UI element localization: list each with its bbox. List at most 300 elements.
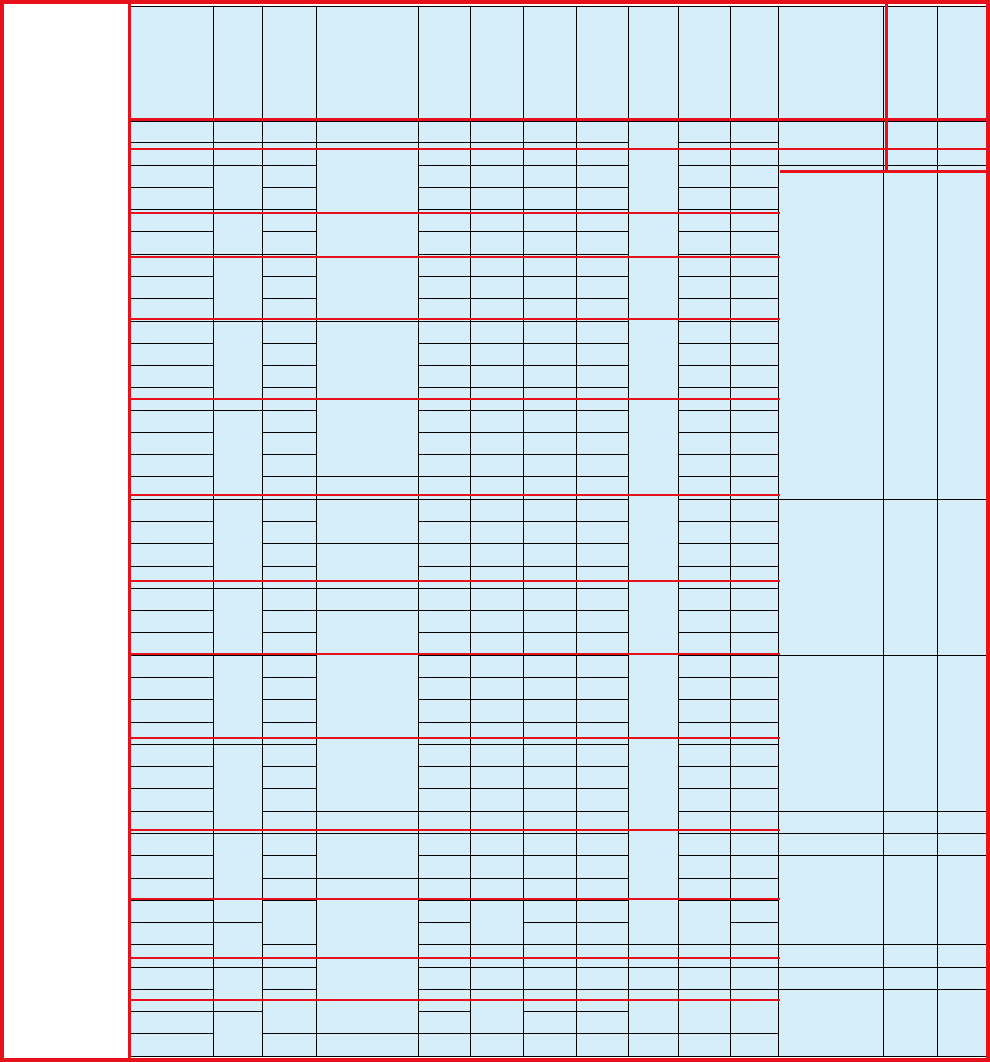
pcd-cell (730, 655, 778, 677)
model-cell (130, 566, 213, 588)
grid-line (730, 878, 778, 879)
grid-line (576, 142, 628, 143)
grid-line (316, 499, 418, 500)
d-merged-cell (213, 142, 262, 164)
h-cell (470, 120, 523, 142)
grid-line (262, 410, 316, 411)
pcd-cell (730, 833, 778, 855)
grid-line (470, 878, 523, 879)
grid-line (628, 944, 678, 945)
d1-merged-cell (883, 944, 937, 966)
model-cell (130, 521, 213, 543)
grid-line (130, 432, 213, 433)
grid-line (937, 499, 987, 500)
grid-line (730, 499, 778, 500)
grid-line (130, 476, 213, 477)
grid-line (418, 722, 470, 723)
grid-line (576, 1011, 628, 1012)
grid-line (523, 432, 576, 433)
grid-line (470, 855, 523, 856)
grid-line (418, 476, 470, 477)
grid-line (730, 387, 778, 388)
grid-line (130, 343, 213, 344)
grid-line (262, 543, 316, 544)
grid-line (523, 410, 576, 411)
grid-line (678, 231, 730, 232)
d-cell (262, 1033, 316, 1055)
grid-line (678, 677, 730, 678)
grid-line (262, 432, 316, 433)
grid-line (130, 833, 213, 834)
t-cell (523, 276, 576, 298)
grid-line (576, 476, 628, 477)
grid-line (213, 922, 262, 923)
grid-line (937, 967, 987, 968)
grid-line (937, 165, 987, 166)
grid-line (523, 365, 576, 366)
d-cell (262, 744, 316, 766)
grid-line (523, 165, 576, 166)
d-merged-cell (213, 744, 262, 833)
corner-label (0, 6, 130, 120)
dh-cell (678, 165, 730, 187)
grid-line (130, 588, 213, 589)
grid-line (778, 944, 883, 945)
grid-line (418, 632, 470, 633)
grid-line (678, 1033, 730, 1034)
d-cell (262, 766, 316, 788)
grid-line (678, 967, 730, 968)
grid-line (470, 632, 523, 633)
model-cell (130, 677, 213, 699)
t-cell (523, 878, 576, 900)
h-cell (470, 610, 523, 632)
d-merged-cell (213, 120, 262, 142)
tol-merged-cell (316, 499, 418, 544)
t-cell (523, 967, 576, 989)
grid-line (316, 1033, 418, 1034)
grid-line (576, 276, 628, 277)
d-cell (262, 454, 316, 476)
grid-line (418, 944, 470, 945)
grid-line (316, 588, 418, 589)
grid-line (576, 165, 628, 166)
dh-cell (678, 499, 730, 521)
dh-cell (678, 543, 730, 565)
grid-line (418, 499, 470, 500)
dh-cell (678, 276, 730, 298)
grid-line (418, 788, 470, 789)
model-cell (130, 454, 213, 476)
grid-line (470, 276, 523, 277)
t-cell (523, 944, 576, 966)
t-cell (523, 120, 576, 142)
b-cell (418, 231, 470, 253)
h-cell (470, 410, 523, 432)
t-cell (523, 321, 576, 343)
grid-line (130, 811, 213, 812)
dh-cell (678, 1033, 730, 1055)
grid-line (883, 855, 937, 856)
grid-line (262, 944, 316, 945)
grid-line (678, 833, 730, 834)
grid-line (678, 254, 730, 255)
model-cell (130, 365, 213, 387)
k-cell (576, 967, 628, 989)
grid-line (316, 878, 418, 879)
grid-line (523, 967, 576, 968)
pcd-cell (730, 610, 778, 632)
model-cell (130, 187, 213, 209)
grid-line (730, 432, 778, 433)
grid-line (470, 944, 523, 945)
d-cell (262, 588, 316, 610)
grid-line (418, 165, 470, 166)
grid-line (523, 566, 576, 567)
grid-line (262, 343, 316, 344)
grid-line (678, 343, 730, 344)
grid-line (937, 811, 987, 812)
dh-cell (678, 521, 730, 543)
grid-line (730, 476, 778, 477)
d-merged-cell (213, 209, 262, 254)
t-cell (523, 833, 576, 855)
d-cell (262, 944, 316, 966)
model-cell (130, 744, 213, 766)
grid-line (418, 610, 470, 611)
grid-line (213, 1011, 262, 1012)
grid-line (576, 967, 628, 968)
grid-line (262, 610, 316, 611)
grid-line (730, 588, 778, 589)
d1-merged-cell (883, 855, 937, 944)
dh-cell (678, 120, 730, 142)
grid-line (678, 944, 730, 945)
grid-line (730, 521, 778, 522)
h-cell (470, 187, 523, 209)
grid-line (130, 321, 213, 322)
grid-line (470, 454, 523, 455)
b-cell (418, 410, 470, 432)
grid-line (730, 343, 778, 344)
grid-line (213, 142, 262, 143)
h-cell (470, 566, 523, 588)
grid-line (262, 766, 316, 767)
grid-line (262, 588, 316, 589)
grid-line (130, 989, 213, 990)
m-merged-cell (778, 165, 883, 499)
grid-line (130, 944, 213, 945)
d-cell (262, 231, 316, 253)
red-mark (130, 898, 780, 900)
k-cell (576, 343, 628, 365)
grid-line (576, 454, 628, 455)
k-cell (576, 521, 628, 543)
grid-line (778, 967, 883, 968)
grid-line (130, 566, 213, 567)
pcd-cell (730, 499, 778, 521)
grid-line (678, 588, 730, 589)
grid-line (130, 1011, 213, 1012)
pcd-cell (730, 343, 778, 365)
grid-line (678, 521, 730, 522)
grid-line (418, 766, 470, 767)
d1-merged-cell (883, 811, 937, 833)
red-mark (130, 957, 780, 959)
d-merged-cell (262, 989, 316, 1034)
t-cell (523, 231, 576, 253)
grid-line (678, 298, 730, 299)
k-cell (576, 321, 628, 343)
grid-line (213, 499, 262, 500)
grid-line (576, 833, 628, 834)
grid-line (418, 744, 470, 745)
h-cell (470, 699, 523, 721)
d-merged-cell (213, 588, 262, 655)
d-cell (262, 632, 316, 654)
k-cell (576, 588, 628, 610)
grid-line (470, 410, 523, 411)
grid-line (470, 566, 523, 567)
grid-line (883, 989, 937, 990)
model-cell (130, 766, 213, 788)
dh-cell (678, 454, 730, 476)
d-cell (262, 321, 316, 343)
red-mark (0, 0, 990, 4)
grid-line (576, 254, 628, 255)
k-cell (576, 187, 628, 209)
grid-line (418, 989, 470, 990)
h-merged-cell (470, 989, 523, 1034)
model-cell (130, 855, 213, 877)
grid-line (213, 588, 262, 589)
header-M (778, 6, 883, 120)
b-cell (418, 1033, 470, 1055)
grid-line (130, 766, 213, 767)
pcd-cell (730, 900, 778, 922)
dh-cell (678, 944, 730, 966)
grid-line (418, 321, 470, 322)
grid-line (130, 254, 213, 255)
grid-line (523, 811, 576, 812)
grid-line (418, 343, 470, 344)
model-cell (130, 1033, 213, 1055)
red-mark (130, 118, 988, 121)
grid-line (523, 521, 576, 522)
grid-line (470, 298, 523, 299)
grid-line (576, 566, 628, 567)
grid-line (130, 410, 213, 411)
grid-line (523, 722, 576, 723)
grid-line (523, 499, 576, 500)
grid-line (262, 632, 316, 633)
grid-line (523, 142, 576, 143)
grid-line (130, 855, 213, 856)
header-dh (678, 6, 730, 120)
grid-line (418, 677, 470, 678)
k-cell (576, 655, 628, 677)
d-cell (262, 165, 316, 187)
grid-line (130, 142, 213, 143)
pcd-cell (730, 276, 778, 298)
grid-line (262, 1033, 316, 1034)
t-cell (523, 722, 576, 744)
d-cell (262, 410, 316, 432)
dh-cell (678, 588, 730, 610)
dh-cell (678, 432, 730, 454)
model-cell (130, 722, 213, 744)
h-cell (470, 321, 523, 343)
grid-line (576, 298, 628, 299)
grid-line (316, 610, 418, 611)
b-cell (418, 833, 470, 855)
k-cell (576, 231, 628, 253)
model-cell (130, 788, 213, 810)
grid-line (130, 187, 213, 188)
grid-line (470, 187, 523, 188)
red-mark (130, 999, 780, 1001)
b-cell (418, 677, 470, 699)
dh-cell (678, 677, 730, 699)
d1-merged-cell (883, 499, 937, 655)
model-cell (130, 499, 213, 521)
header-H (470, 6, 523, 120)
b-cell (418, 922, 470, 944)
d-cell (262, 276, 316, 298)
grid-line (262, 699, 316, 700)
grid-line (523, 298, 576, 299)
d-merged-cell (213, 967, 262, 1012)
grid-line (937, 989, 987, 990)
grid-line (130, 677, 213, 678)
dh-cell (678, 410, 730, 432)
red-mark (0, 0, 4, 1062)
h1-merged-cell (937, 944, 987, 966)
grid-line (678, 811, 730, 812)
pcd-cell (730, 855, 778, 877)
pcd-cell (730, 944, 778, 966)
grid-line (523, 543, 576, 544)
grid-line (316, 833, 418, 834)
grid-line (576, 365, 628, 366)
grid-line (470, 833, 523, 834)
pcd-cell (730, 588, 778, 610)
d-cell (262, 566, 316, 588)
t-cell (523, 566, 576, 588)
b-cell (418, 142, 470, 164)
tol-merged-cell (316, 878, 418, 1034)
grid-line (130, 744, 213, 745)
d1-merged-cell (883, 967, 937, 989)
l1-merged-cell (628, 1033, 678, 1055)
grid-line (418, 699, 470, 700)
d1-merged-cell (883, 120, 937, 165)
grid-line (470, 499, 523, 500)
grid-line (730, 321, 778, 322)
grid-line (730, 410, 778, 411)
dh-cell (678, 722, 730, 744)
k-cell (576, 878, 628, 900)
h-cell (470, 588, 523, 610)
dh-cell (678, 967, 730, 989)
model-cell (130, 588, 213, 610)
b-cell (418, 588, 470, 610)
pcd-cell (730, 566, 778, 588)
t-cell (523, 142, 576, 164)
m-merged-cell (778, 944, 883, 966)
header-B (418, 6, 470, 120)
grid-line (523, 944, 576, 945)
red-mark (130, 494, 780, 496)
model-cell (130, 655, 213, 677)
grid-line (576, 788, 628, 789)
dh-cell (678, 744, 730, 766)
grid-line (883, 944, 937, 945)
k-cell (576, 120, 628, 142)
pcd-cell (730, 878, 778, 900)
grid-line (130, 454, 213, 455)
pcd-cell (730, 165, 778, 187)
grid-line (418, 878, 470, 879)
grid-line (730, 231, 778, 232)
grid-line (470, 543, 523, 544)
model-cell (130, 833, 213, 855)
grid-line (213, 833, 262, 834)
pcd-cell (730, 766, 778, 788)
grid-line (470, 231, 523, 232)
d1-merged-cell (883, 655, 937, 811)
grid-line (262, 298, 316, 299)
grid-line (470, 142, 523, 143)
grid-line (316, 321, 418, 322)
b-cell (418, 187, 470, 209)
dh-cell (678, 187, 730, 209)
grid-line (523, 254, 576, 255)
grid-line (523, 632, 576, 633)
grid-line (730, 989, 778, 990)
b-cell (418, 855, 470, 877)
grid-line (213, 254, 262, 255)
t-cell (523, 454, 576, 476)
d-cell (262, 521, 316, 543)
grid-line (523, 855, 576, 856)
dh-cell (678, 365, 730, 387)
grid-line (418, 543, 470, 544)
grid-line (418, 254, 470, 255)
grid-line (262, 231, 316, 232)
grid-line (130, 788, 213, 789)
dh-cell (678, 788, 730, 810)
grid-line (418, 833, 470, 834)
dh-cell (678, 833, 730, 855)
grid-line (730, 209, 778, 210)
grid-line (628, 989, 678, 990)
model-cell (130, 1011, 213, 1033)
t-cell (523, 922, 576, 944)
grid-line (576, 722, 628, 723)
b-cell (418, 276, 470, 298)
grid-line (678, 410, 730, 411)
grid-line (470, 588, 523, 589)
red-mark (128, 0, 131, 1062)
h-cell (470, 655, 523, 677)
grid-line (576, 922, 628, 923)
m-merged-cell (778, 967, 883, 989)
grid-line (523, 878, 576, 879)
grid-line (262, 254, 316, 255)
grid-line (937, 833, 987, 834)
grid-line (262, 321, 316, 322)
